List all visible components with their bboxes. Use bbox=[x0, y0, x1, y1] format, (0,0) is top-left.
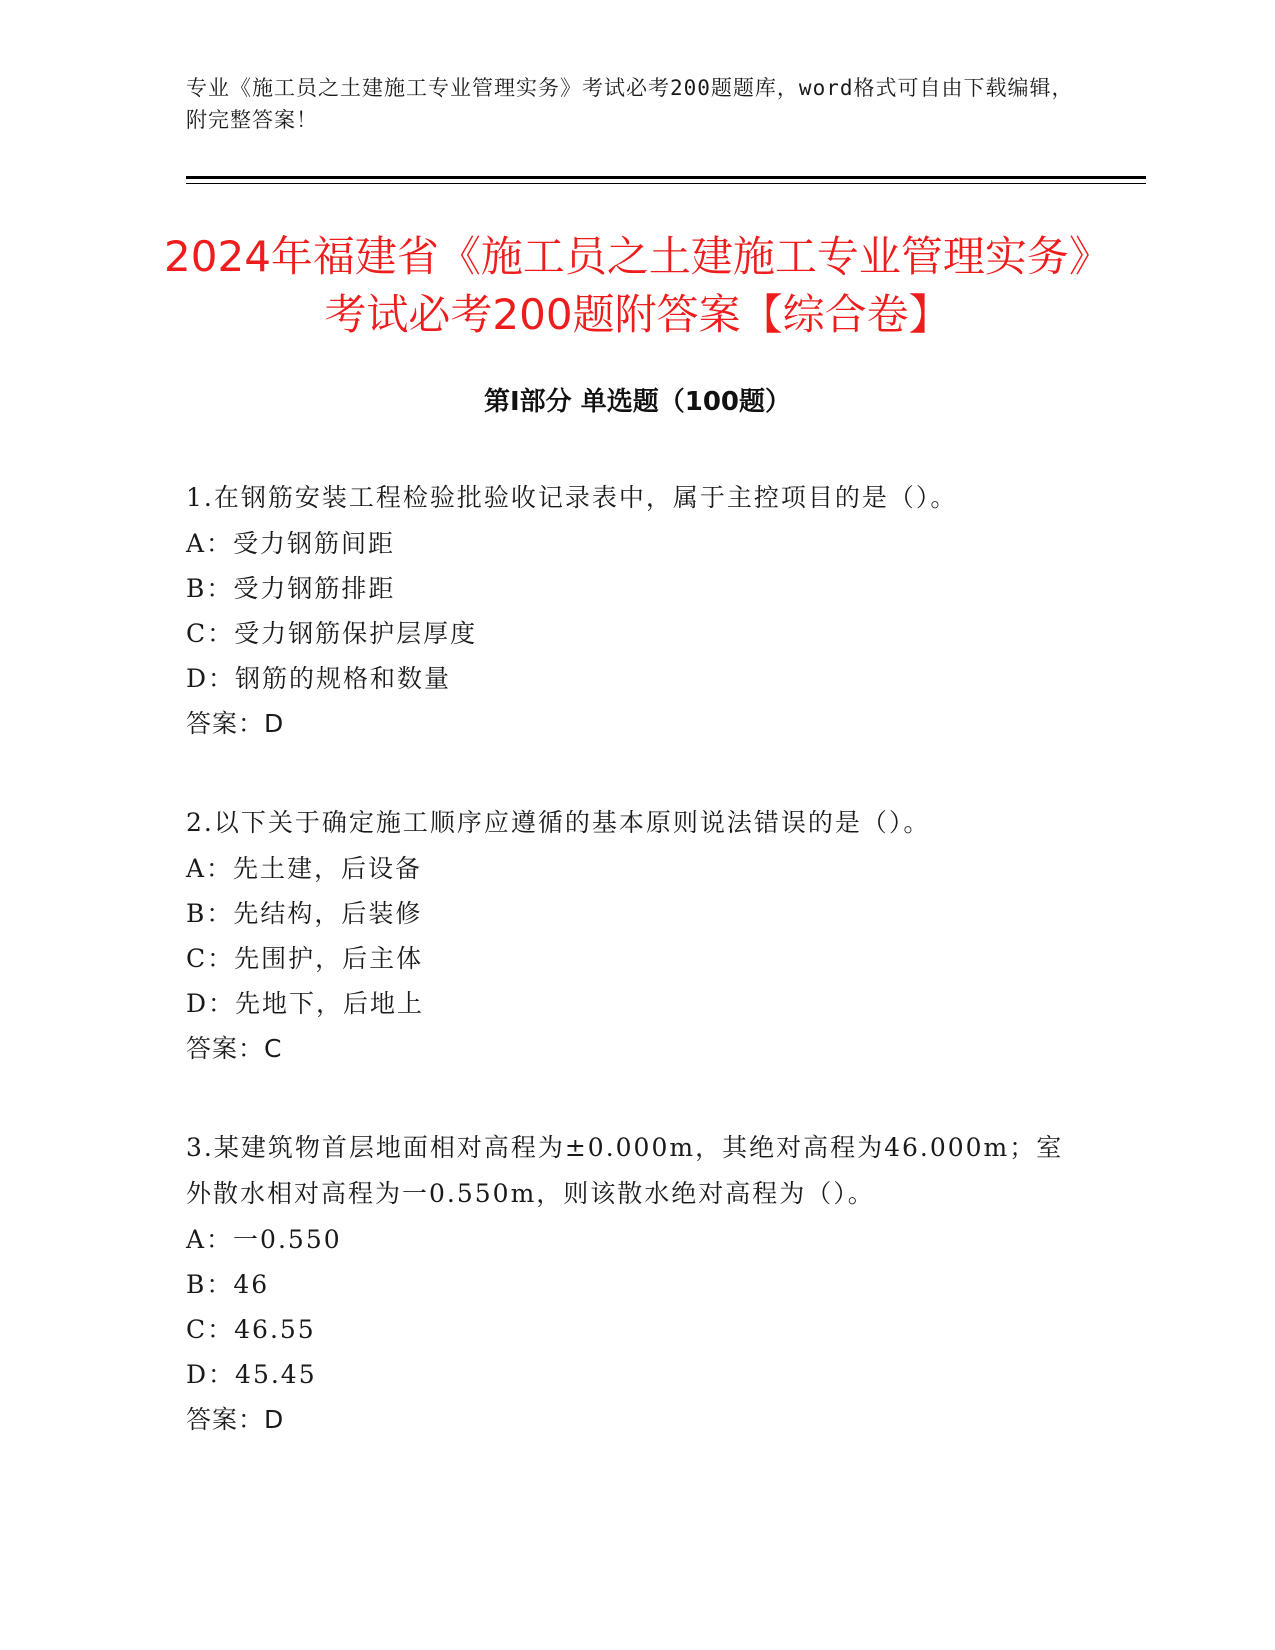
option-c: C：46.55 bbox=[186, 1315, 316, 1344]
option-d: D：钢筋的规格和数量 bbox=[186, 664, 452, 693]
option-c: C：受力钢筋保护层厚度 bbox=[186, 619, 478, 648]
option-b: B：先结构，后装修 bbox=[186, 899, 423, 928]
header-divider-thick bbox=[186, 176, 1146, 179]
option-a: A：受力钢筋间距 bbox=[186, 529, 396, 558]
option-d: D：先地下，后地上 bbox=[186, 989, 425, 1018]
question-text: 2.以下关于确定施工顺序应遵循的基本原则说法错误的是（）。 bbox=[186, 808, 931, 837]
option-d: D：45.45 bbox=[186, 1360, 317, 1389]
question-2 bbox=[186, 800, 1086, 1071]
question-1 bbox=[186, 475, 1086, 746]
question-3 bbox=[186, 1125, 1086, 1442]
option-b: B：46 bbox=[186, 1270, 270, 1299]
option-c: C：先围护，后主体 bbox=[186, 944, 424, 973]
answer: 答案：C bbox=[186, 1034, 283, 1063]
answer: 答案：D bbox=[186, 1405, 285, 1434]
section-title: 第I部分 单选题（100题） bbox=[484, 387, 791, 417]
document-title: 2024年福建省《施工员之土建施工专业管理实务》考试必考200题附答案【综合卷】 bbox=[164, 232, 1111, 339]
question-text: 3.某建筑物首层地面相对高程为±0.000m，其绝对高程为46.000m；室外散水相对高程为一0.550m，则该散水绝对高程为（）。 bbox=[186, 1133, 1064, 1208]
header-note: 专业《施工员之土建施工专业管理实务》考试必考200题题库，word格式可自由下载编辑，附完整答案！ bbox=[186, 76, 1074, 132]
question-list bbox=[186, 475, 1086, 1496]
header-divider-thin bbox=[186, 183, 1146, 184]
answer: 答案：D bbox=[186, 709, 285, 738]
option-a: A：先土建，后设备 bbox=[186, 854, 423, 883]
option-b: B：受力钢筋排距 bbox=[186, 574, 396, 603]
option-a: A：一0.550 bbox=[186, 1225, 342, 1254]
question-text: 1.在钢筋安装工程检验批验收记录表中，属于主控项目的是（）。 bbox=[186, 483, 958, 512]
